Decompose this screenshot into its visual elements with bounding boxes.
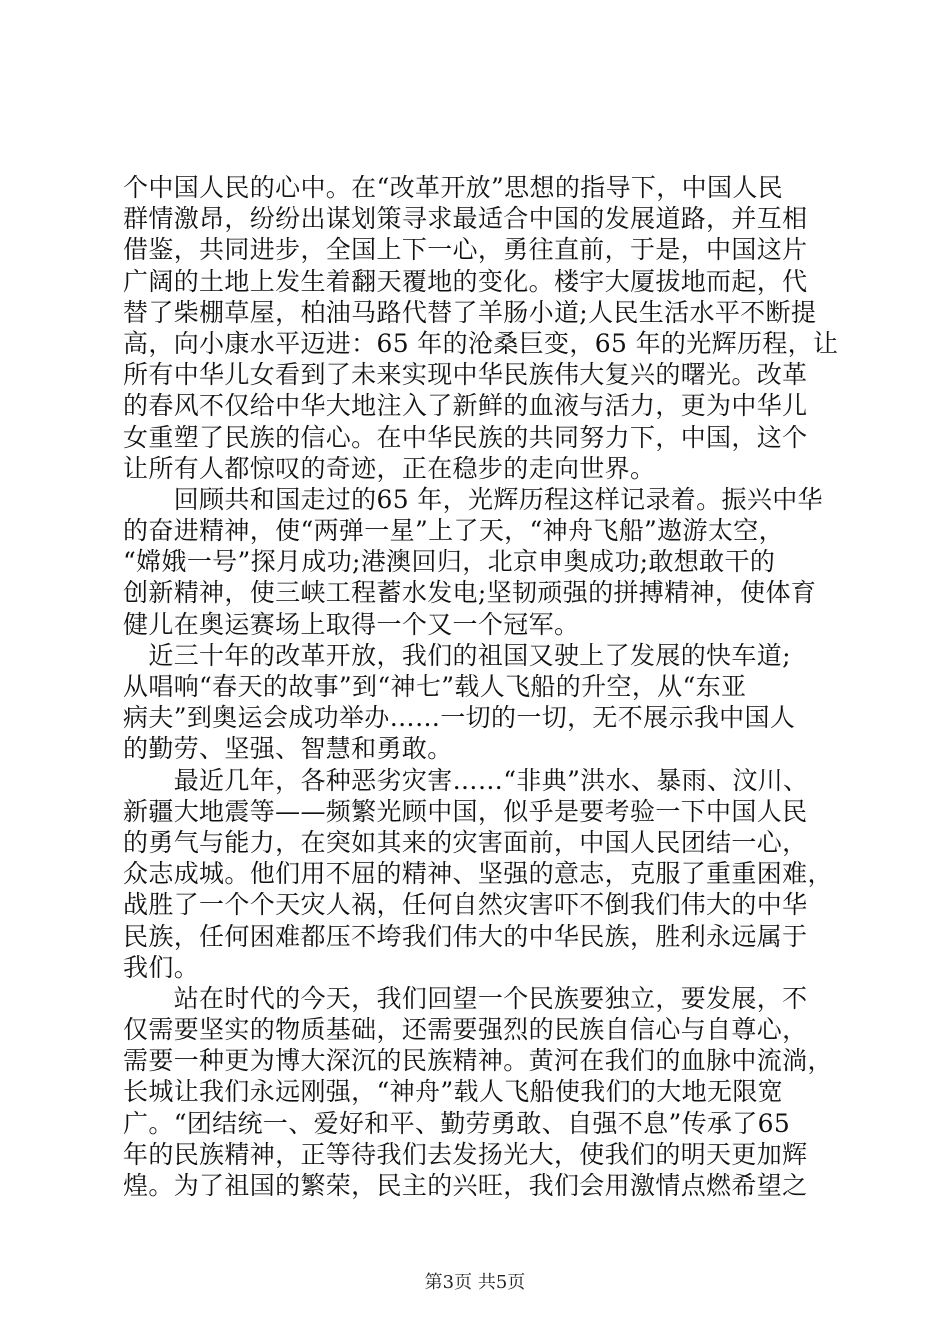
text-line: 长城让我们永远刚强，“神舟”载人飞船使我们的大地无限宽: [123, 1077, 784, 1107]
text-line: 广阔的土地上发生着翻天覆地的变化。楼宇大厦拔地而起，代: [123, 266, 808, 296]
text-line: 回顾共和国走过的65 年，光辉历程这样记录着。振兴中华: [123, 484, 823, 514]
text-line: 高，向小康水平迈进：65 年的沧桑巨变，65 年的光辉历程，让: [123, 328, 839, 358]
text-line: 的春风不仅给中华大地注入了新鲜的血液与活力，更为中华儿: [123, 391, 808, 421]
text-line: 新疆大地震等——频繁光顾中国，似乎是要考验一下中国人民: [123, 796, 808, 826]
text-line: 女重塑了民族的信心。在中华民族的共同努力下，中国，这个: [123, 422, 808, 452]
text-line: 的勤劳、坚强、智慧和勇敢。: [123, 734, 453, 764]
text-line: 众志成城。他们用不屈的精神、坚强的意志，克服了重重困难，: [123, 859, 833, 889]
text-line: 近三十年的改革开放，我们的祖国又驶上了发展的快车道;: [123, 640, 791, 670]
text-line: 最近几年，各种恶劣灾害……“非典”洪水、暴雨、汶川、: [123, 765, 809, 795]
text-line: 站在时代的今天，我们回望一个民族要独立，要发展，不: [123, 983, 808, 1013]
text-line: 广。“团结统一、爱好和平、勤劳勇敢、自强不息”传承了65: [123, 1108, 791, 1138]
text-line: 需要一种更为博大深沉的民族精神。黄河在我们的血脉中流淌，: [123, 1046, 833, 1076]
text-line: 煌。为了祖国的繁荣，民主的兴旺，我们会用激情点燃希望之: [123, 1171, 808, 1200]
text-line: 健儿在奥运赛场上取得一个又一个冠军。: [123, 609, 580, 639]
text-line: 的勇气与能力，在突如其来的灾害面前，中国人民团结一心，: [123, 827, 808, 857]
text-line: 年的民族精神，正等待我们去发扬光大，使我们的明天更加辉: [123, 1139, 808, 1169]
body-text: [123, 172, 839, 1201]
text-line: 战胜了一个个天灾人祸，任何自然灾害吓不倒我们伟大的中华: [123, 890, 808, 920]
text-line: 个中国人民的心中。在“改革开放”思想的指导下，中国人民: [123, 173, 784, 202]
text-line: 借鉴，共同进步，全国上下一心，勇往直前，于是，中国这片: [123, 235, 808, 265]
text-line: 替了柴棚草屋，柏油马路代替了羊肠小道;人民生活水平不断提: [123, 297, 817, 327]
text-line: 民族，任何困难都压不垮我们伟大的中华民族，胜利永远属于: [123, 921, 808, 951]
text-line: 的奋进精神，使“两弹一星”上了天，“神舟飞船”遨游太空，: [123, 516, 784, 546]
text-line: 群情激昂，纷纷出谋划策寻求最适合中国的发展道路，并互相: [123, 204, 808, 234]
text-line: 病夫”到奥运会成功举办……一切的一切，无不展示我中国人: [123, 703, 796, 733]
text-line: 让所有人都惊叹的奇迹，正在稳步的走向世界。: [123, 453, 656, 483]
text-line: 创新精神，使三峡工程蓄水发电;坚韧顽强的拼搏精神，使体育: [123, 578, 817, 608]
text-line: 所有中华儿女看到了未来实现中华民族伟大复兴的曙光。改革: [123, 360, 808, 390]
text-line: “嫦娥一号”探月成功;港澳回归，北京申奥成功;敢想敢干的: [123, 547, 776, 577]
page-footer: 第3页 共5页: [424, 1272, 526, 1293]
text-line: 仅需要坚实的物质基础，还需要强烈的民族自信心与自尊心，: [123, 1015, 808, 1045]
text-line: 我们。: [123, 952, 200, 982]
text-line: 从唱响“春天的故事”到“神七”载人飞船的升空，从“东亚: [123, 672, 747, 701]
